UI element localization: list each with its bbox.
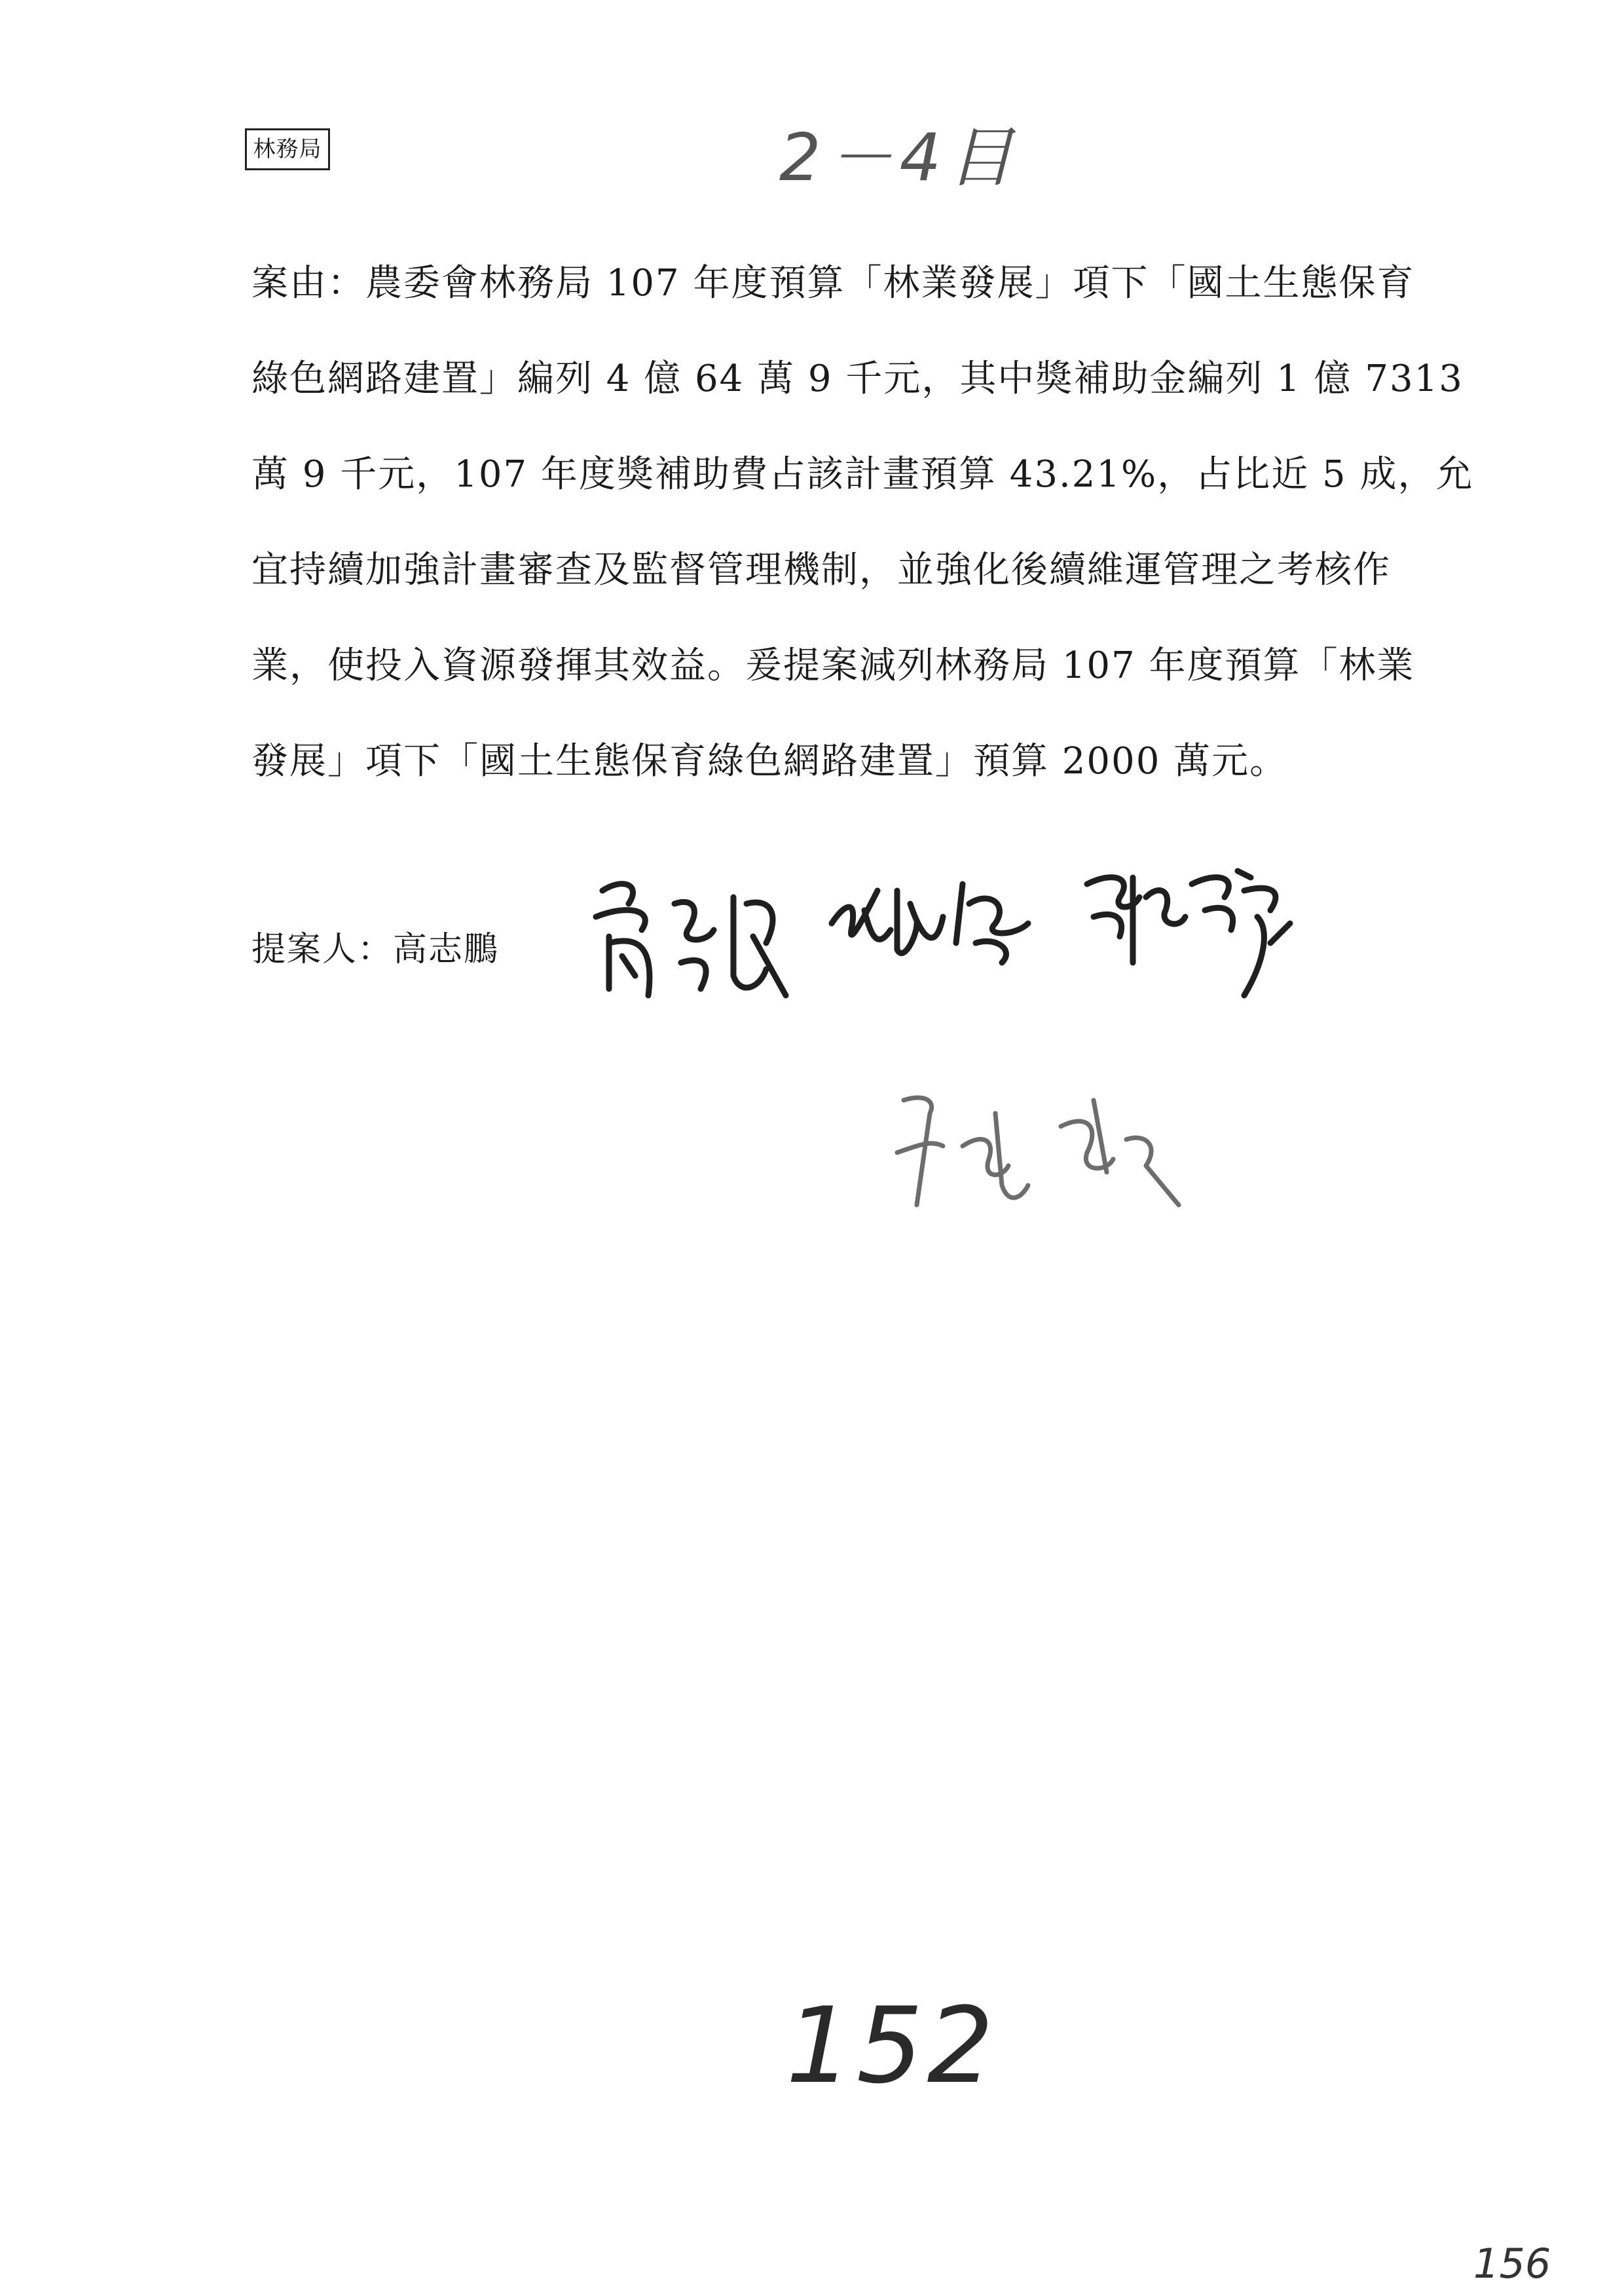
handwritten-corner-number: 156 bbox=[1473, 2240, 1551, 2287]
handwritten-page-number: 152 bbox=[786, 1984, 998, 2107]
signature-2 bbox=[819, 864, 1041, 976]
handwritten-code: 2－4目 bbox=[779, 119, 1020, 196]
signature-4 bbox=[891, 1074, 1192, 1225]
proposal-line: 案由：農委會林務局 107 年度預算「林業發展」項下「國土生態保育 bbox=[251, 262, 1415, 305]
proposal-line: 綠色網路建置」編列 4 億 64 萬 9 千元，其中獎補助金編列 1 億 7313 bbox=[251, 358, 1464, 400]
signature-1 bbox=[583, 864, 799, 1009]
proposal-line: 萬 9 千元，107 年度獎補助費占該計畫預算 43.21%，占比近 5 成，允 bbox=[251, 453, 1474, 496]
agency-stamp: 林務局 bbox=[245, 128, 330, 170]
proposal-line: 宜持續加強計畫審查及監督管理機制，並強化後續維運管理之考核作 bbox=[251, 549, 1391, 591]
proposal-line: 業，使投入資源發揮其效益。爰提案減列林務局 107 年度預算「林業 bbox=[251, 644, 1415, 687]
signature-3 bbox=[1074, 845, 1310, 1015]
proposal-body bbox=[251, 236, 1474, 809]
proposal-line: 發展」項下「國土生態保育綠色網路建置」預算 2000 萬元。 bbox=[251, 740, 1288, 783]
proposer-label: 提案人：高志鵬 bbox=[251, 930, 500, 969]
